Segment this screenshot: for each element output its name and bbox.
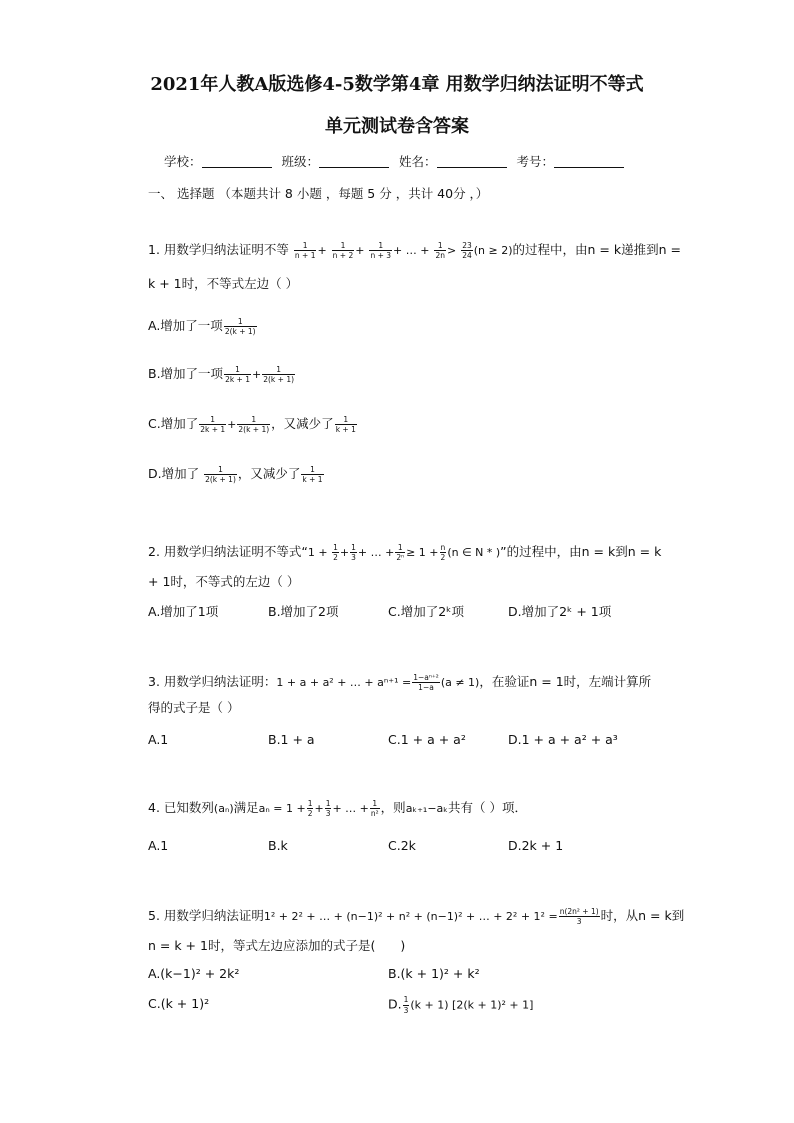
q3-option-b[interactable]: B.1 + a [268, 732, 315, 747]
q2-stem-line1: 2. 用数学归纳法证明不等式“1 + $\frac{1}{2}$ + $\frac{1}{3}$ + … + $\frac{1}{\text{2ⁿ}}$ ≥ 1 + $\frac{n}{2}$ (n ∈ N * )”的过程中，由n = k到n = k [148, 542, 662, 562]
q3-stem-line2: 得的式子是（ ） [148, 700, 240, 715]
q3-option-c[interactable]: C.1 + a + a² [388, 732, 466, 747]
q3-option-a[interactable]: A.1 [148, 732, 169, 747]
q5-option-a[interactable]: A.(k−1)² + 2k² [148, 966, 240, 981]
q4-option-c[interactable]: C.2k [388, 838, 416, 853]
q2-stem-line2: + 1时，不等式的左边（ ） [148, 574, 300, 589]
exam-no-label: 考号： [516, 154, 554, 169]
section-heading: 一、 选择题 （本题共计 8 小题 ，每题 5 分 ，共计 40分 ，） [148, 186, 489, 201]
q5-option-c[interactable]: C.(k + 1)² [148, 996, 210, 1011]
q5-option-d[interactable]: D. $\frac{1}{3}$ (k + 1) [2(k + 1)² + 1] [388, 995, 534, 1015]
q2-option-b[interactable]: B.增加了2项 [268, 604, 339, 619]
class-blank[interactable] [319, 155, 389, 168]
q1-option-a[interactable]: A.增加了一项 $\frac{1}{2(k + 1)}$ [148, 316, 256, 336]
name-label: 姓名： [398, 154, 437, 169]
q3-option-d[interactable]: D.1 + a + a² + a³ [508, 732, 618, 747]
q1-option-d[interactable]: D.增加了 $\frac{1}{2(k + 1)}$ ，又减少了 $\frac{1}{k + 1}$ [148, 464, 323, 484]
q1-stem-line2: k + 1时，不等式左边（ ） [148, 276, 299, 291]
q1-option-b[interactable]: B.增加了一项 $\frac{1}{2k + 1}$ + $\frac{1}{2(k + 1)}$ [148, 364, 295, 384]
exam-no-blank[interactable] [554, 155, 624, 168]
frac: $\frac{1}{n + 2}$ [332, 240, 354, 260]
name-blank[interactable] [437, 155, 507, 168]
frac: $\frac{1}{n + 1}$ [294, 240, 316, 260]
q4-option-a[interactable]: A.1 [148, 838, 169, 853]
school-label: 学校： [163, 154, 202, 169]
school-blank[interactable] [202, 155, 272, 168]
class-label: 班级： [281, 154, 319, 169]
q4-stem: 4. 已知数列(aₙ)满足aₙ = 1 + $\frac{1}{2}$ + $\frac{1}{3}$ + … + $\frac{1}{\text{n²}}$ ，则aₖ₊₁−aₖ共有（ ）项． [148, 798, 527, 818]
q5-stem-line1: 5. 用数学归纳法证明1² + 2² + … + (n−1)² + n² + (n−1)² + … + 2² + 1² = $\frac{\text{n(2n² + 1)}}{3}$ 时，从n = k到 [148, 906, 685, 926]
frac: $\frac{23}{24}$ [462, 240, 472, 260]
q2-option-d[interactable]: D.增加了2ᵏ + 1项 [508, 604, 612, 619]
q1-stem-line1: 1. 用数学归纳法证明不等 $\frac{1}{n + 1}$ + $\frac{1}{n + 2}$ + $\frac{1}{n + 3}$ + … + $\frac{1}{2n}$ > $\frac{23}{24}$ (n ≥ 2)的过程中，由n = k递推到n = [148, 240, 681, 260]
exam-title-line2: 单元测试卷含答案 [325, 116, 469, 137]
exam-title-line1: 2021年人教A版选修4-5数学第4章 用数学归纳法证明不等式 [150, 74, 644, 95]
q3-stem-line1: 3. 用数学归纳法证明：1 + a + a² + … + aⁿ⁺¹ = $\frac{\text{1−aⁿ⁺²}}{1-a}$ (a ≠ 1)，在验证n = 1时，左端计算所 [148, 672, 652, 692]
q4-option-d[interactable]: D.2k + 1 [508, 838, 564, 853]
frac: $\frac{1}{n + 3}$ [370, 240, 392, 260]
q2-option-a[interactable]: A.增加了1项 [148, 604, 219, 619]
frac: $\frac{1}{2n}$ [435, 240, 445, 260]
q1-option-c[interactable]: C.增加了 $\frac{1}{2k + 1}$ + $\frac{1}{2(k + 1)}$ ，又减少了 $\frac{1}{k + 1}$ [148, 414, 356, 434]
q5-option-b[interactable]: B.(k + 1)² + k² [388, 966, 480, 981]
student-info-row [0, 152, 794, 170]
q4-option-b[interactable]: B.k [268, 838, 288, 853]
q5-stem-line2: n = k + 1时，等式左边应添加的式子是( ) [148, 938, 406, 953]
q2-option-c[interactable]: C.增加了2ᵏ项 [388, 604, 464, 619]
